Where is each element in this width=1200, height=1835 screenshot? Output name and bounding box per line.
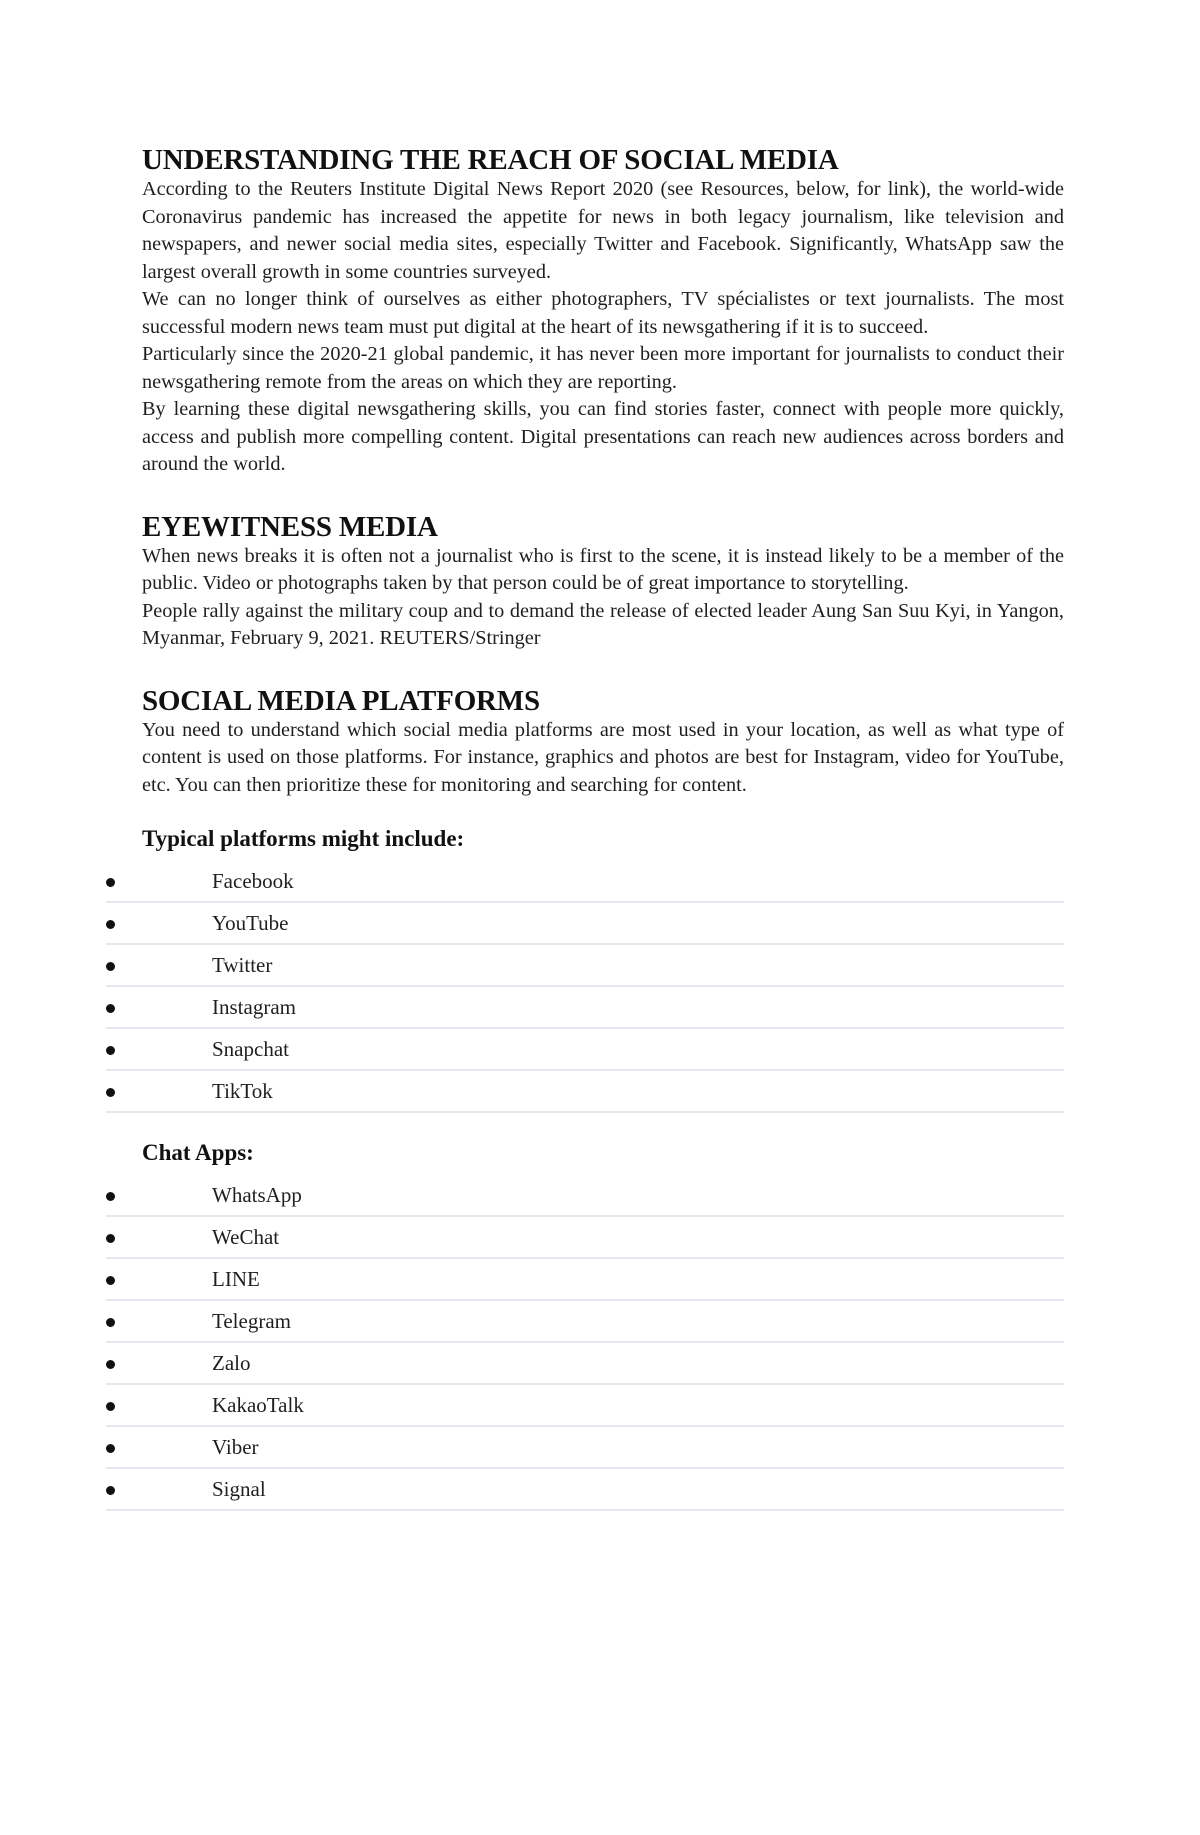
list-item-label: LINE xyxy=(212,1267,260,1291)
section-reach-of-social-media xyxy=(142,144,1064,479)
list-item xyxy=(106,1427,1064,1469)
list-item-label: TikTok xyxy=(212,1079,273,1103)
section-heading: UNDERSTANDING THE REACH OF SOCIAL MEDIA xyxy=(142,144,839,176)
list-item-label: WeChat xyxy=(212,1225,280,1249)
bullet-icon xyxy=(106,1444,115,1453)
bullet-icon xyxy=(106,1360,115,1369)
list-item xyxy=(106,987,1064,1029)
paragraph: According to the Reuters Institute Digital News Report 2020 (see Resources, below, for link), the world-wide Coronavirus pandemic has increased the appetite for news in both legacy journalism, like television and newspapers, and newer social media sites, especially Twitter and Facebook. Significantly, WhatsApp saw the largest overall growth in some countries surveyed. xyxy=(142,178,1064,283)
bullet-icon xyxy=(106,1318,115,1327)
paragraph: You need to understand which social media platforms are most used in your location, as well as what type of content is used on those platforms. For instance, graphics and photos are best for Instagram, video for YouTube, etc. You can then prioritize these for monitoring and searching for content. xyxy=(142,718,1064,796)
paragraph: By learning these digital newsgathering skills, you can find stories faster, connect with people more quickly, access and publish more compelling content. Digital presentations can reach new audiences across borders and around the world. xyxy=(142,398,1064,475)
list-item-label: KakaoTalk xyxy=(212,1393,304,1417)
list-item xyxy=(106,1385,1064,1427)
section-heading: SOCIAL MEDIA PLATFORMS xyxy=(142,684,540,717)
list-item-label: WhatsApp xyxy=(212,1183,302,1207)
paragraph: Particularly since the 2020-21 global pandemic, it has never been more important for journalists to conduct their newsgathering remote from the areas on which they are reporting. xyxy=(142,343,1064,393)
photo-caption: People rally against the military coup and to demand the release of elected leader Aung San Suu Kyi, in Yangon, Myanmar, February 9, 2021. REUTERS/Stringer xyxy=(142,599,1064,649)
list-item xyxy=(106,1029,1064,1071)
bullet-icon xyxy=(106,920,115,929)
list-item-label: YouTube xyxy=(212,911,289,935)
bullet-icon xyxy=(106,1276,115,1285)
section-heading: EYEWITNESS MEDIA xyxy=(142,510,438,543)
platforms-list-heading: Typical platforms might include: xyxy=(142,826,465,851)
list-item xyxy=(106,1469,1064,1511)
chat-apps-list-heading: Chat Apps: xyxy=(142,1140,254,1165)
list-item-label: Viber xyxy=(212,1435,259,1459)
bullet-icon xyxy=(106,1234,115,1243)
chat-apps-list xyxy=(106,1175,1064,1511)
paragraph: When news breaks it is often not a journalist who is first to the scene, it is instead likely to be a member of the public. Video or photographs taken by that person could be of great importance to storytelling. xyxy=(142,544,1064,594)
list-item-label: Signal xyxy=(212,1477,266,1501)
list-item xyxy=(106,1343,1064,1385)
bullet-icon xyxy=(106,878,115,887)
bullet-icon xyxy=(106,962,115,971)
list-item-label: Telegram xyxy=(212,1309,291,1333)
bullet-icon xyxy=(106,1486,115,1495)
bullet-icon xyxy=(106,1004,115,1013)
list-item xyxy=(106,1071,1064,1113)
section-social-media-platforms xyxy=(142,685,1064,800)
list-item-label: Snapchat xyxy=(212,1037,289,1061)
list-item-label: Twitter xyxy=(212,953,273,977)
list-item-label: Facebook xyxy=(212,869,294,893)
paragraph: We can no longer think of ourselves as either photographers, TV spécialistes or text journalists. The most successful modern news team must put digital at the heart of its newsgathering if it is to succeed. xyxy=(142,288,1064,338)
section-eyewitness-media xyxy=(142,511,1064,653)
bullet-icon xyxy=(106,1192,115,1201)
list-item-label: Instagram xyxy=(212,995,296,1019)
list-item xyxy=(106,945,1064,987)
list-item-label: Zalo xyxy=(212,1351,251,1375)
platforms-list xyxy=(106,861,1064,1113)
list-item xyxy=(106,1175,1064,1217)
bullet-icon xyxy=(106,1046,115,1055)
list-item xyxy=(106,903,1064,945)
document-content xyxy=(142,144,1064,1511)
bullet-icon xyxy=(106,1088,115,1097)
list-item xyxy=(106,1259,1064,1301)
bullet-icon xyxy=(106,1402,115,1411)
list-item xyxy=(106,1217,1064,1259)
list-item xyxy=(106,861,1064,903)
list-item xyxy=(106,1301,1064,1343)
